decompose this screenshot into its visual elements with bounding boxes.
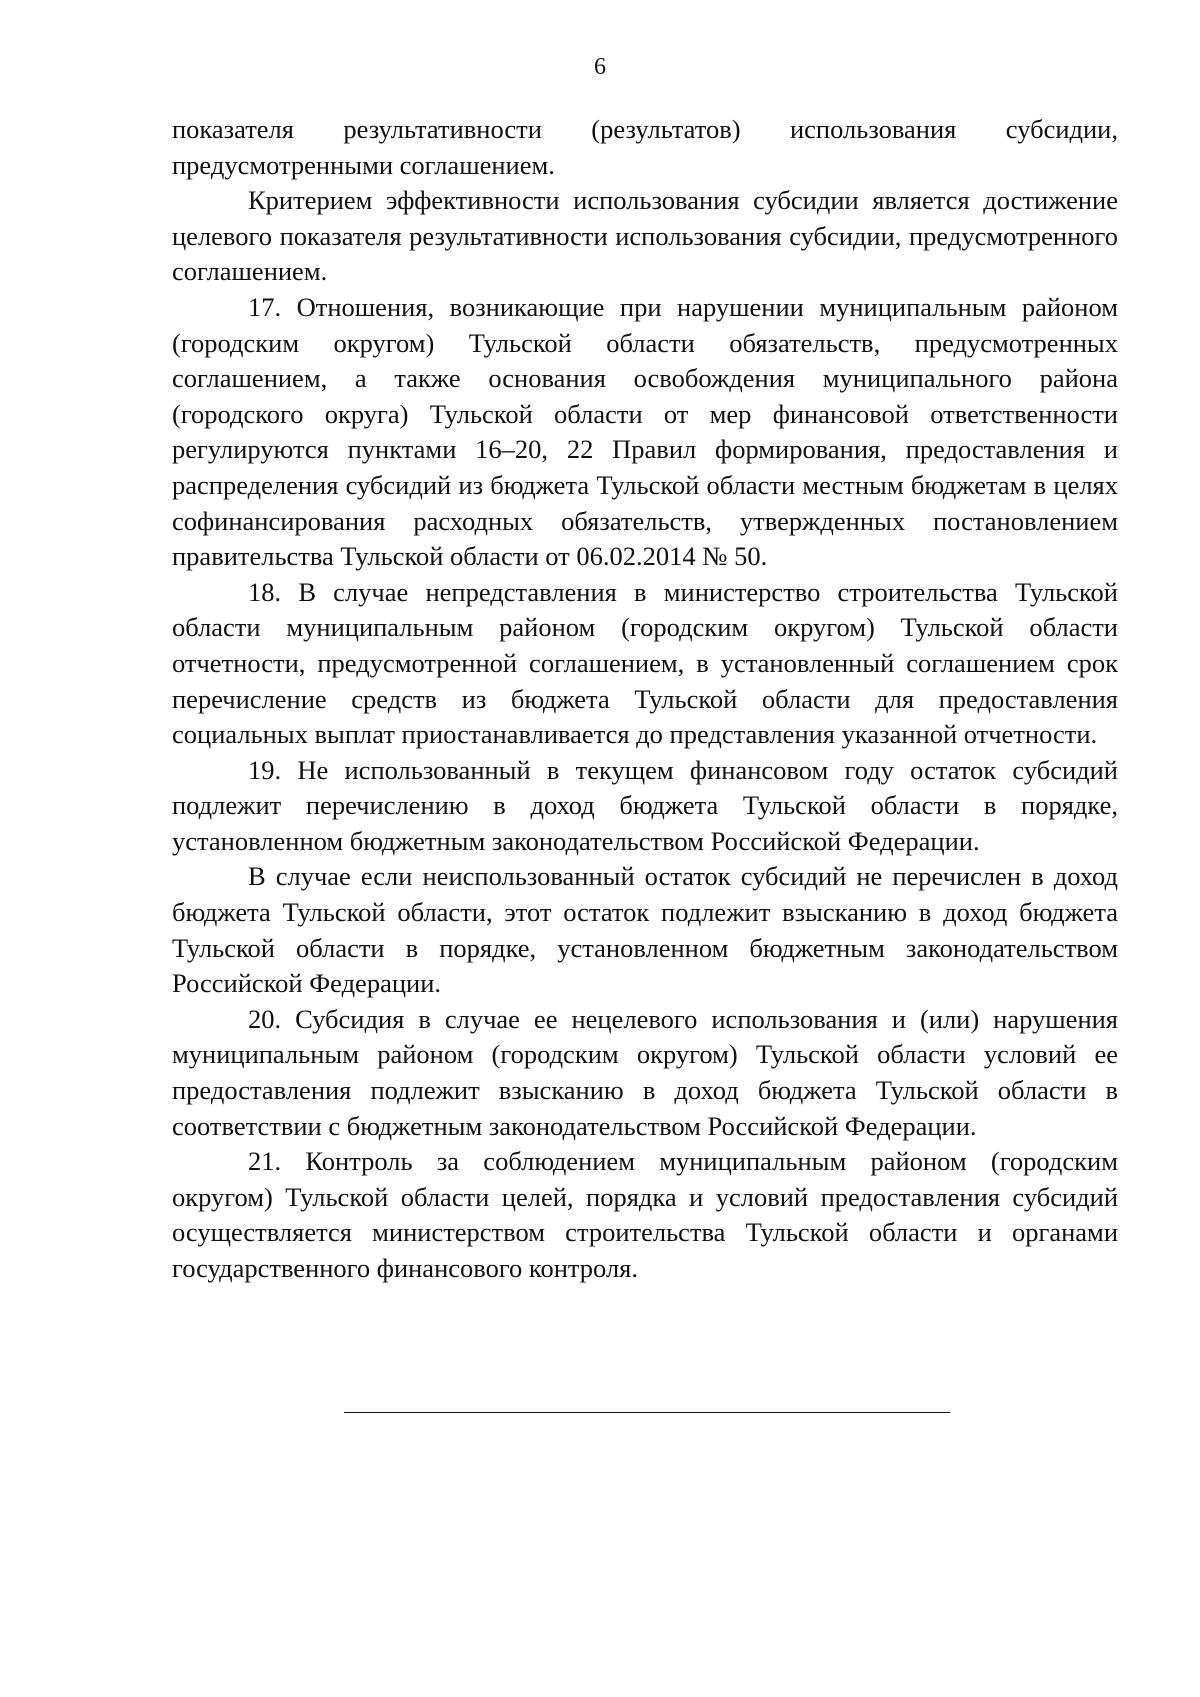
paragraph-item-21: 21. Контроль за соблюдением муниципальным районом (городским округом) Тульской области целей, порядка и условий предоставления субсидий осуществляется министерством строительства Тульской области и органами государственного финансового контроля. bbox=[172, 1146, 1118, 1283]
document-body bbox=[172, 112, 1118, 1287]
paragraph-item-19: 19. Не использованный в текущем финансовом году остаток субсидий подлежит перечислению в доход бюджета Тульской области в порядке, установленном бюджетным законодательством Российской Федерации. bbox=[172, 754, 1118, 856]
paragraph-item-17: 17. Отношения, возникающие при нарушении муниципальным районом (городским округом) Тульской области обязательств, предусмотренных соглашением, а также основания освобождения муниципального района (городского округа) Тульской области от мер финансовой ответственности регулируются пунктами 16–20, 22 Правил формирования, предоставления и распределения субсидий из бюджета Тульской области местным бюджетам в целях софинансирования расходных обязательств, утвержденных постановлением правительства Тульской области от 06.02.2014 № 50. bbox=[172, 291, 1118, 572]
paragraph-item-19-continuation: В случае если неиспользованный остаток субсидий не перечислен в доход бюджета Тульской области, этот остаток подлежит взысканию в доход бюджета Тульской области в порядке, установленном бюджетным законодательством Российской Федерации. bbox=[172, 861, 1118, 999]
paragraph-efficiency-criterion: Критерием эффективности использования субсидии является достижение целевого показателя результативности использования субсидии, предусмотренного соглашением. bbox=[172, 185, 1118, 287]
page-number: 6 bbox=[594, 54, 606, 80]
paragraph-item-20: 20. Субсидия в случае ее нецелевого использования и (или) нарушения муниципальным районом (городским округом) Тульской области условий ее предоставления подлежит взысканию в доход бюджета Тульской области в соответствии с бюджетным законодательством Российской Федерации. bbox=[172, 1003, 1118, 1141]
document-end-rule bbox=[344, 1412, 950, 1413]
paragraph-item-18: 18. В случае непредставления в министерство строительства Тульской области муниципальным районом (городским округом) Тульской области отчетности, предусмотренной соглашением, в установленный соглашением срок перечисление средств из бюджета Тульской области для предоставления социальных выплат приостанавливается до представления указанной отчетности. bbox=[172, 576, 1118, 750]
paragraph-continuation: показателя результативности (результатов) использования субсидии, предусмотренными соглашением. bbox=[172, 114, 1118, 180]
